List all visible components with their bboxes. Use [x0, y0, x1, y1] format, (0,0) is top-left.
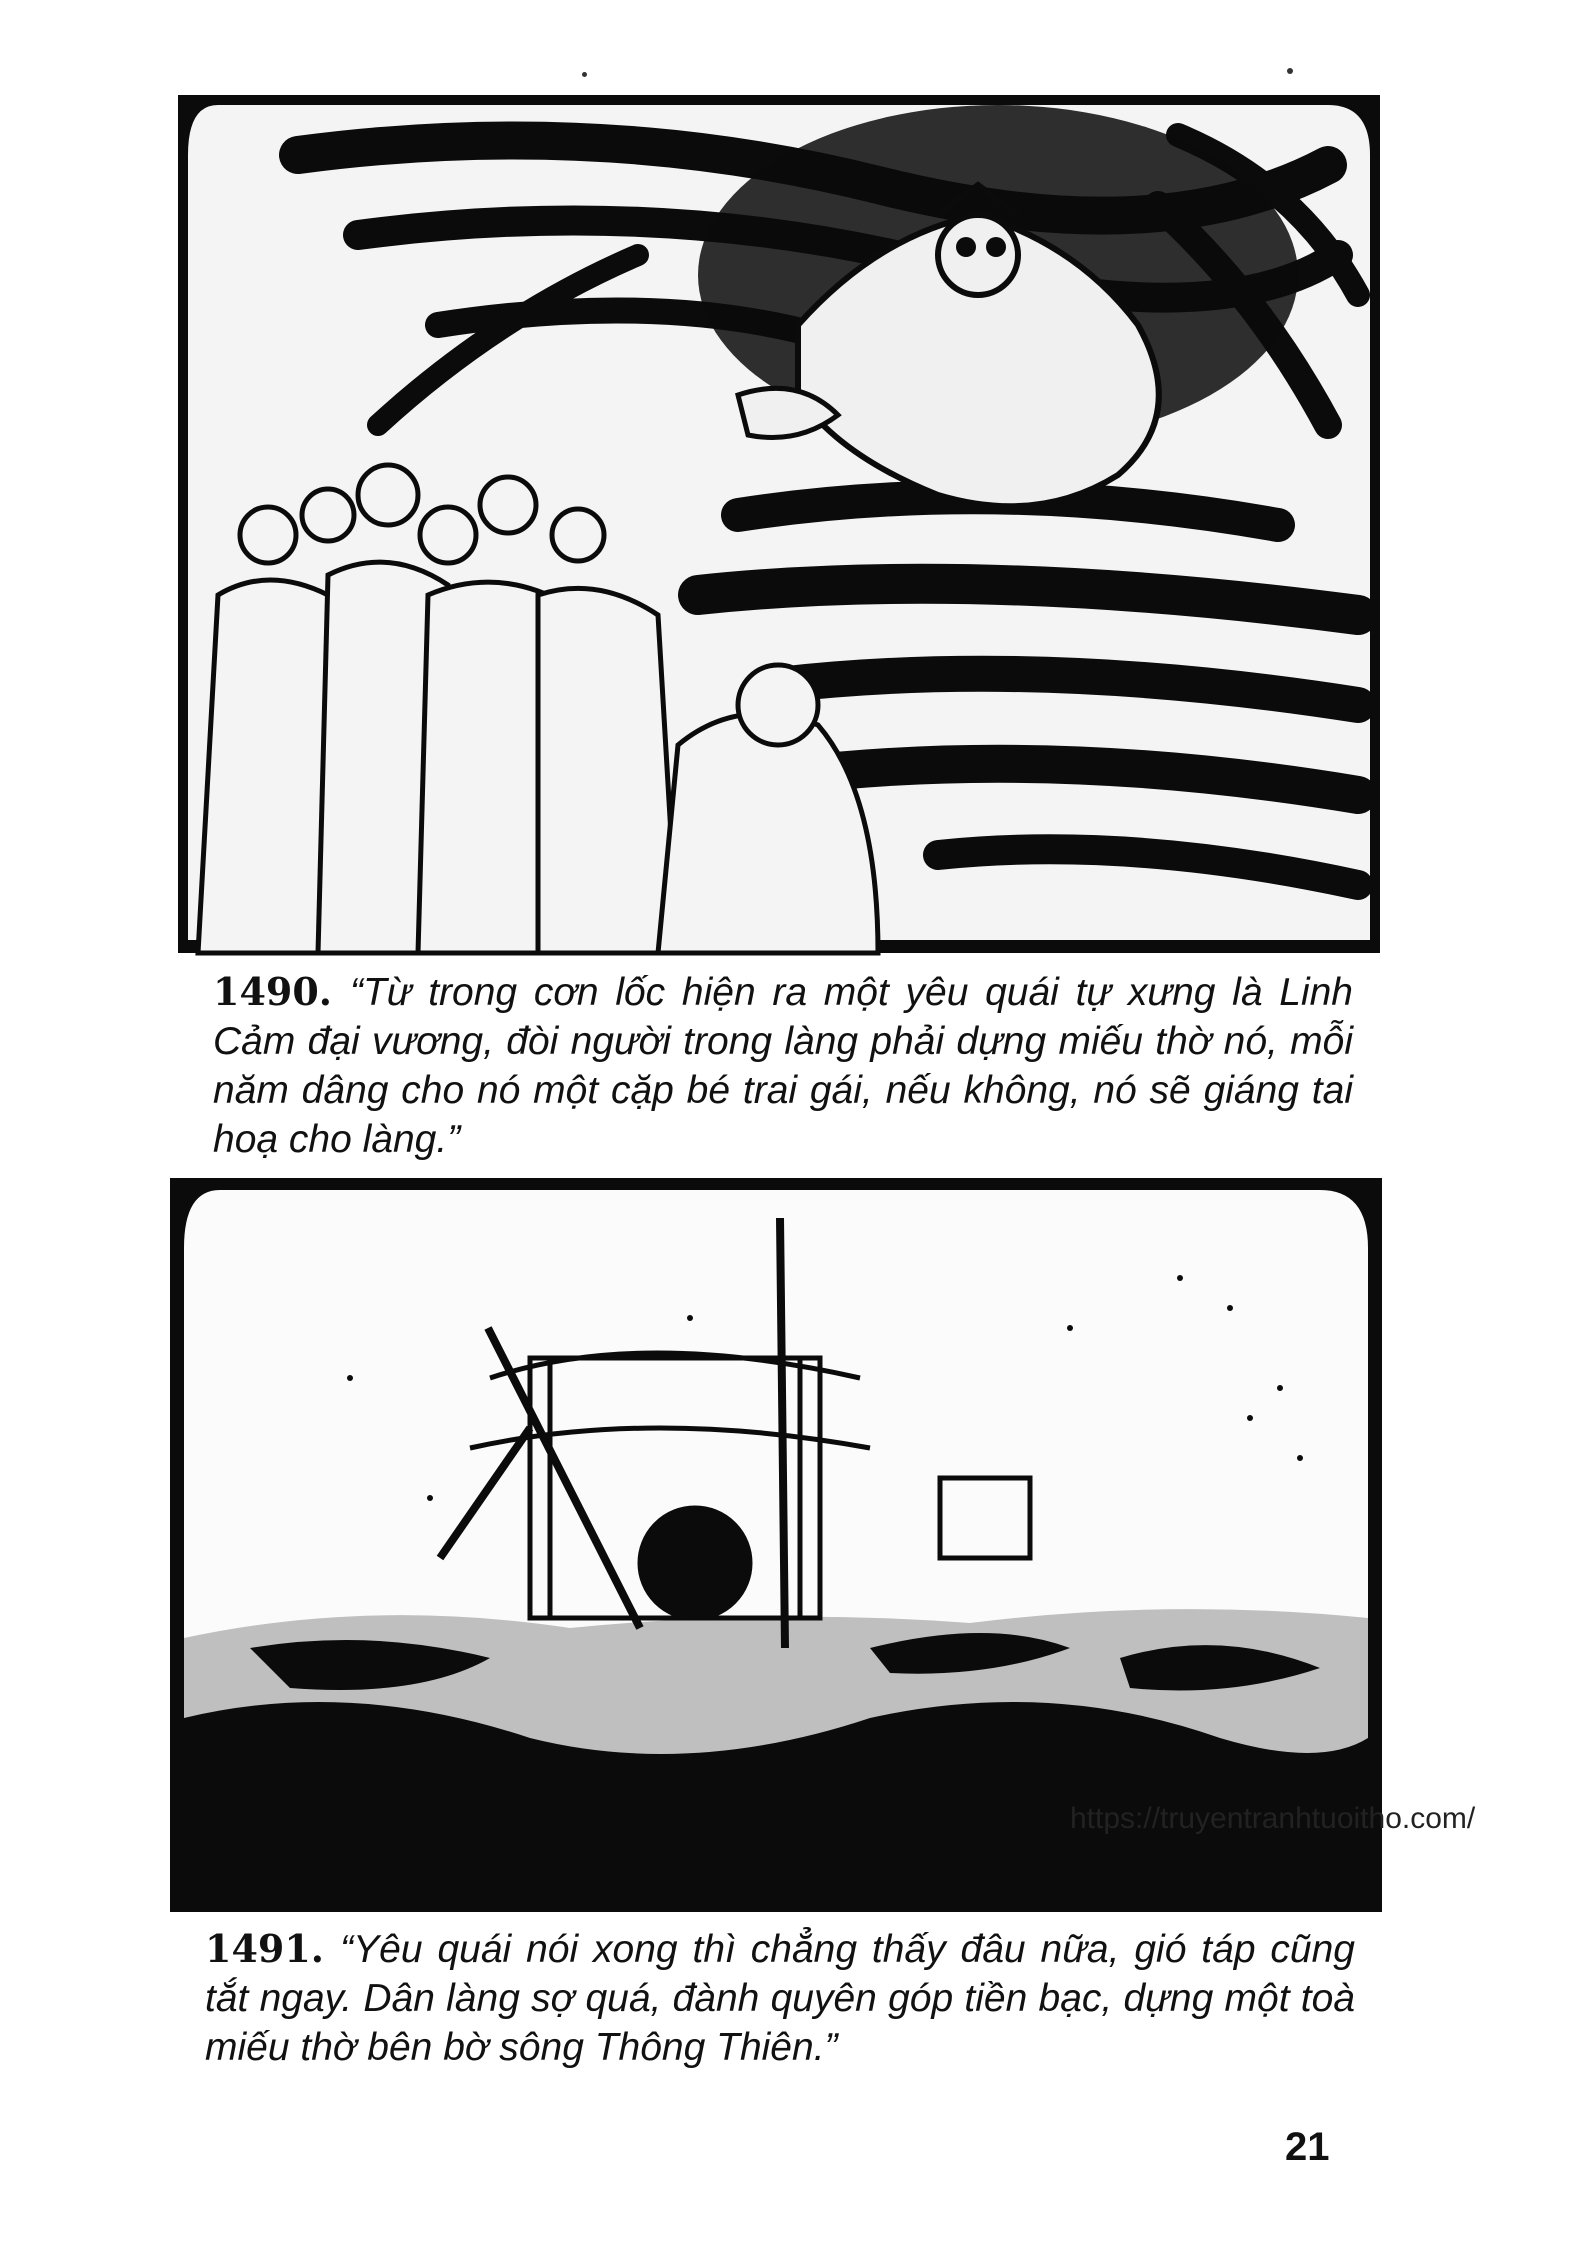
page-number: 21 [1285, 2125, 1330, 2169]
print-speck [1287, 68, 1293, 74]
panel-number: 1490. [213, 969, 332, 1014]
panel-number: 1491. [205, 1926, 324, 1971]
river-waves [184, 1609, 1368, 1912]
caption-text: “Từ trong cơn lốc hiện ra một yêu quái tự xưng là Linh Cảm đại vương, đòi người trong làng phải dựng miếu thờ nó, mỗi năm dâng cho nó một cặp bé trai gái, nếu không, nó sẽ giáng tai hoạ cho làng.” [213, 971, 1353, 1161]
comic-panel-1491 [170, 1178, 1476, 1912]
watermark-url: https://truyentranhtuoitho.com/ [1070, 1802, 1476, 1835]
print-speck [582, 72, 587, 77]
demon-whirlwind-illustration [178, 95, 1380, 953]
caption-text: “Yêu quái nói xong thì chẳng thấy đâu nữa, gió táp cũng tắt ngay. Dân làng sợ quá, đành quyên góp tiền bạc, dựng một toà miếu thờ bên bờ sông Thông Thiên.” [205, 1928, 1355, 2069]
caption-1490 [213, 968, 1353, 1164]
caption-1491 [205, 1925, 1355, 2072]
comic-panel-1490 [178, 95, 1380, 953]
